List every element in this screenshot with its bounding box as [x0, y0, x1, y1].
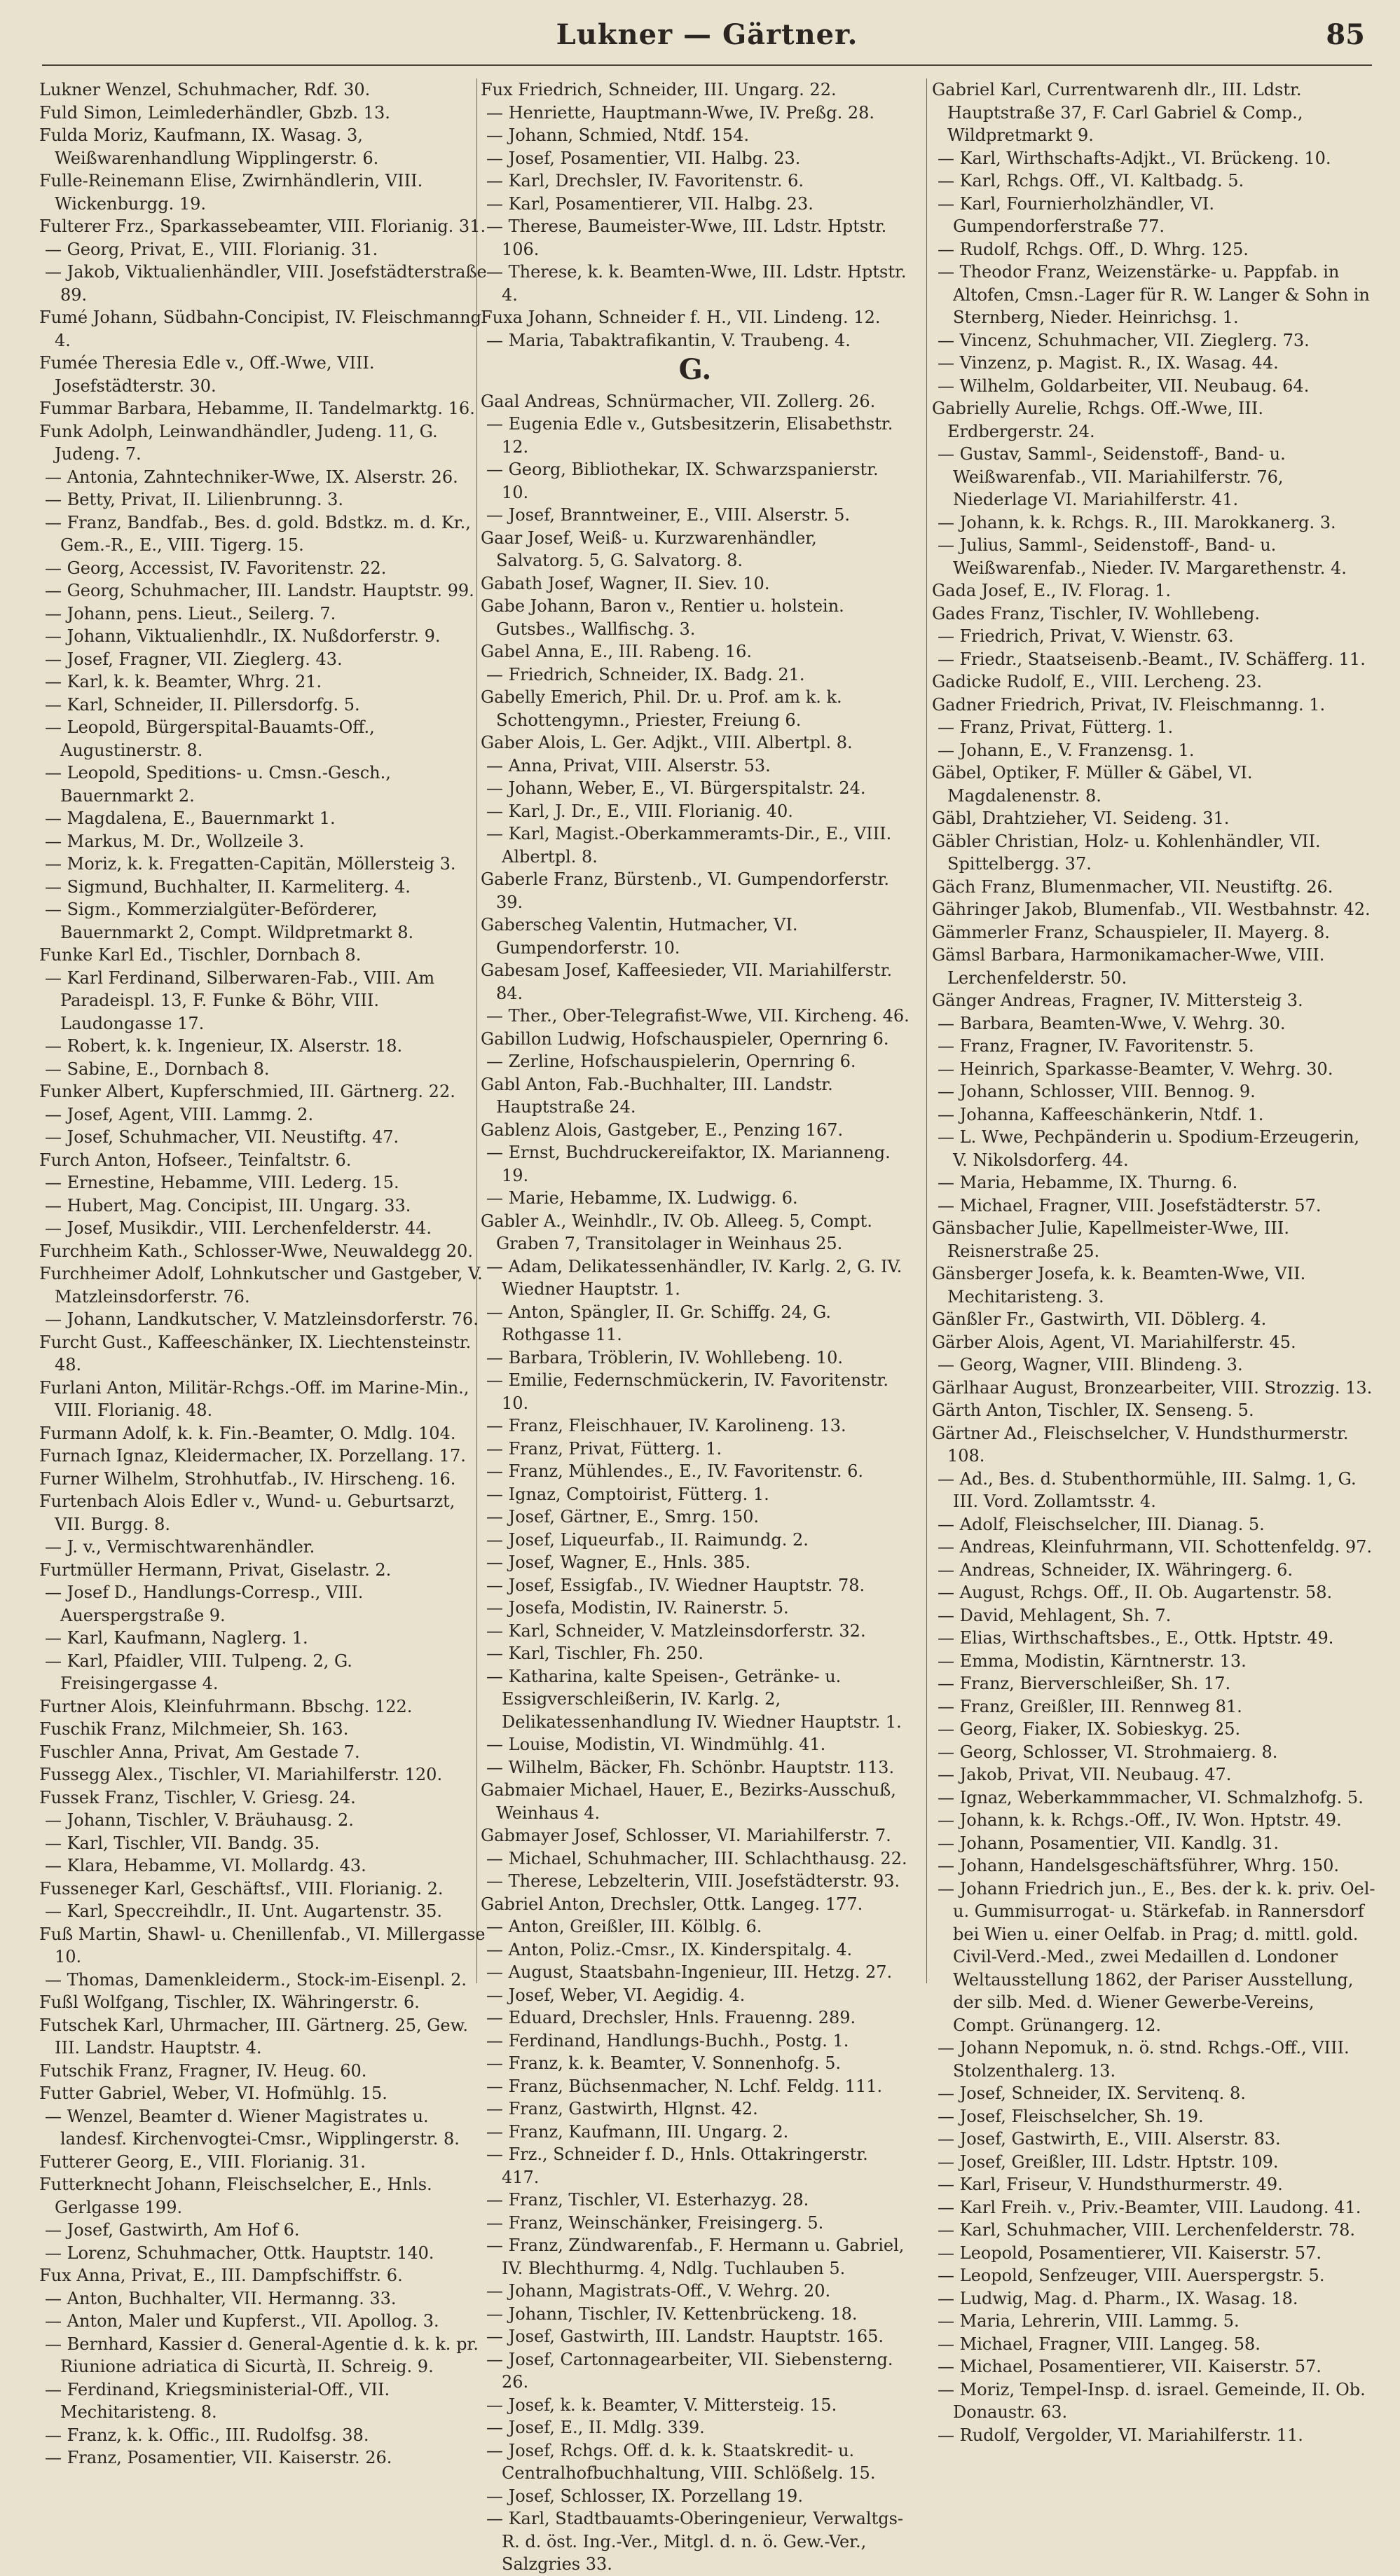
directory-entry: Futter Gabriel, Weber, VI. Hofmühlg. 15.	[39, 2083, 387, 2103]
directory-entry: Gabelly Emerich, Phil. Dr. u. Prof. am k. k. Schottengymn., Priester, Freiung 6.	[481, 687, 842, 730]
directory-entry: — Anton, Buchhalter, VII. Hermanng. 33.	[45, 2288, 397, 2308]
directory-entry: — Michael, Schuhmacher, III. Schlachthausg. 22.	[486, 1848, 907, 1868]
directory-entry: Gadner Friedrich, Privat, IV. Fleischmanng. 1.	[932, 694, 1326, 715]
directory-entry: — Josef, Rchgs. Off. d. k. k. Staatskredit- u. Centralhofbuchhaltung, VIII. Schlößelg. 15.	[486, 2440, 876, 2483]
directory-entry: — Klara, Hebamme, VI. Mollardg. 43.	[45, 1856, 366, 1875]
directory-entry: Fumé Johann, Südbahn-Concipist, IV. Fleischmanng. 4.	[39, 308, 487, 350]
directory-entry: — Karl, k. k. Beamter, Whrg. 21.	[45, 672, 322, 691]
directory-entry: Gabel Anna, E., III. Rabeng. 16.	[481, 642, 753, 661]
directory-entry: Fumée Theresia Edle v., Off.-Wwe, VIII. Josefstädterstr. 30.	[39, 353, 375, 396]
directory-entry: — Karl, Schneider, V. Matzleinsdorferstr. 32.	[486, 1620, 866, 1641]
directory-entry: — Franz, Greißler, III. Rennweg 81.	[938, 1696, 1242, 1716]
directory-entry: — Karl, Schneider, II. Pillersdorfg. 5.	[45, 694, 360, 715]
directory-entry: — Franz, Bierverschleißer, Sh. 17.	[938, 1674, 1231, 1693]
directory-entry: Fuschik Franz, Milchmeier, Sh. 163.	[39, 1719, 349, 1739]
directory-entry: — Sabine, E., Dornbach 8.	[45, 1059, 270, 1079]
directory-entry: — Josef, Gastwirth, E., VIII. Alserstr. 83.	[938, 2129, 1281, 2149]
directory-entry: — Michael, Fragner, VIII. Langeg. 58.	[938, 2334, 1261, 2354]
directory-entry: — Barbara, Beamten-Wwe, V. Wehrg. 30.	[938, 1013, 1286, 1033]
directory-entry: — Johann, Viktualienhdlr., IX. Nußdorferstr. 9.	[45, 626, 441, 646]
page-header	[42, 14, 1372, 56]
directory-entry: Gaber Alois, L. Ger. Adjkt., VIII. Albertpl. 8.	[481, 733, 853, 752]
directory-entry: Gäbler Christian, Holz- u. Kohlenhändler, VII. Spittelbergg. 37.	[932, 831, 1321, 874]
directory-entry: — Georg, Accessist, IV. Favoritenstr. 22.	[45, 558, 387, 578]
directory-entry: Gänger Andreas, Fragner, IV. Mittersteig 3.	[932, 991, 1303, 1010]
directory-entry: — Karl, Kaufmann, Naglerg. 1.	[45, 1628, 308, 1648]
directory-entry: — Josef, Agent, VIII. Lammg. 2.	[45, 1104, 314, 1124]
directory-entry: — Franz, Zündwarenfab., F. Hermann u. Gabriel, IV. Blechthurmg. 4, Ndlg. Tuchlauben 5.	[486, 2236, 905, 2278]
directory-entry: — Karl, Pfaidler, VIII. Tulpeng. 2, G. Freisingergasse 4.	[45, 1651, 352, 1693]
directory-entry: — Karl, Fournierholzhändler, VI. Gumpendorferstraße 77.	[938, 193, 1215, 236]
directory-entry: — Ferdinand, Kriegsministerial-Off., VII. Mechitaristeng. 8.	[45, 2379, 390, 2422]
directory-entry: — Jakob, Privat, VII. Neubaug. 47.	[938, 1765, 1232, 1784]
directory-entry: — Adolf, Fleischselcher, III. Dianag. 5.	[938, 1514, 1265, 1534]
directory-entry: — Josef D., Handlungs-Corresp., VIII. Auerspergstraße 9.	[45, 1583, 364, 1625]
directory-entry: — Ignaz, Weberkammmacher, VI. Schmalzhofg. 5.	[938, 1787, 1364, 1807]
directory-entry: — Anna, Privat, VIII. Alserstr. 53.	[486, 755, 771, 776]
directory-entry: — Johann, E., V. Franzensg. 1.	[938, 740, 1195, 760]
directory-entry: — Jakob, Viktualienhändler, VIII. Josefstädterstraße 89.	[45, 262, 487, 305]
directory-entry: — Karl, Tischler, VII. Bandg. 35.	[45, 1833, 320, 1853]
directory-entry: — L. Wwe, Pechpänderin u. Spodium-Erzeugerin, V. Nikolsdorferg. 44.	[938, 1127, 1360, 1170]
directory-entry: — Eduard, Drechsler, Hnls. Frauenng. 289.	[486, 2008, 856, 2027]
directory-entry: — August, Staatsbahn-Ingenieur, III. Hetzg. 27.	[486, 1962, 893, 1982]
directory-entry: — Johann, Tischler, IV. Kettenbrückeng. 18.	[486, 2303, 858, 2324]
directory-entry: Gaberle Franz, Bürstenb., VI. Gumpendorferstr. 39.	[481, 869, 890, 912]
directory-entry: — Therese, k. k. Beamten-Wwe, III. Ldstr. Hptstr. 4.	[486, 262, 907, 305]
directory-entry: — Wenzel, Beamter d. Wiener Magistrates u. landesf. Kirchenvogtei-Cmsr., Wipplingerstr. 8.	[45, 2106, 460, 2149]
directory-entry: Gabriel Karl, Currentwarenh dlr., III. Ldstr. Hauptstraße 37, F. Carl Gabriel & Comp., Wildpretmarkt 9.	[932, 80, 1303, 145]
column-2	[481, 78, 910, 2574]
directory-entry: — Hubert, Mag. Concipist, III. Ungarg. 33.	[45, 1195, 411, 1215]
directory-entry: — Georg, Schlosser, VI. Strohmaierg. 8.	[938, 1742, 1278, 1762]
directory-entry: Gaar Josef, Weiß- u. Kurzwarenhändler, Salvatorg. 5, G. Salvatorg. 8.	[481, 528, 817, 570]
directory-entry: Gämsl Barbara, Harmonikamacher-Wwe, VIII. Lerchenfelderstr. 50.	[932, 945, 1325, 988]
directory-entry: — Barbara, Tröblerin, IV. Wohllebeng. 10.	[486, 1347, 843, 1368]
directory-entry: — J. v., Vermischtwarenhändler.	[45, 1537, 315, 1557]
directory-entry: — Michael, Fragner, VIII. Josefstädterstr. 57.	[938, 1195, 1322, 1215]
directory-entry: — Katharina, kalte Speisen-, Getränke- u. Essigverschleißerin, IV. Karlg. 2, Delikatessenhandlung IV. Wiedner Hauptstr. 1.	[486, 1666, 902, 1732]
directory-entry: — Josef, Gastwirth, III. Landstr. Hauptstr. 165.	[486, 2327, 884, 2346]
directory-entry: Gadicke Rudolf, E., VIII. Lercheng. 23.	[932, 672, 1263, 691]
directory-entry: — Georg, Schuhmacher, III. Landstr. Hauptstr. 99.	[45, 581, 474, 600]
directory-entry: Gänsbacher Julie, Kapellmeister-Wwe, III. Reisnerstraße 25.	[932, 1218, 1289, 1261]
directory-entry: Fußl Wolfgang, Tischler, IX. Währingerstr. 6.	[39, 1992, 420, 2012]
column-3	[932, 78, 1379, 2445]
directory-entry: Furch Anton, Hofseer., Teinfaltstr. 6.	[39, 1150, 352, 1170]
directory-entry: Gärber Alois, Agent, VI. Mariahilferstr. 45.	[932, 1332, 1296, 1352]
directory-entry: — Markus, M. Dr., Wollzeile 3.	[45, 831, 305, 851]
directory-entry: Fummar Barbara, Hebamme, II. Tandelmarktg. 16.	[39, 399, 475, 418]
directory-entry: Fussek Franz, Tischler, V. Griesg. 24.	[39, 1787, 356, 1807]
directory-entry: Gäbl, Drahtzieher, VI. Seideng. 31.	[932, 808, 1230, 828]
directory-entry: — Friedr., Staatseisenb.-Beamt., IV. Schäfferg. 11.	[938, 649, 1366, 669]
directory-entry: — Karl, Magist.-Oberkammeramts-Dir., E., VIII. Albertpl. 8.	[486, 824, 892, 867]
directory-entry: — Heinrich, Sparkasse-Beamter, V. Wehrg. 30.	[938, 1059, 1333, 1079]
directory-entry: Furchheimer Adolf, Lohnkutscher und Gastgeber, V. Matzleinsdorferstr. 76.	[39, 1264, 483, 1307]
directory-entry: — Franz, Bandfab., Bes. d. gold. Bdstkz. m. d. Kr., Gem.-R., E., VIII. Tigerg. 15.	[45, 512, 471, 555]
directory-entry: — Andreas, Schneider, IX. Währingerg. 6.	[938, 1559, 1293, 1580]
directory-entry: Gades Franz, Tischler, IV. Wohllebeng.	[932, 603, 1261, 624]
directory-entry: — Zerline, Hofschauspielerin, Opernring 6.	[486, 1052, 856, 1071]
directory-entry: — Ernestine, Hebamme, VIII. Lederg. 15.	[45, 1173, 399, 1192]
directory-entry: — Johann, Magistrats-Off., V. Wehrg. 20.	[486, 2281, 831, 2301]
directory-entry: — Ignaz, Comptoirist, Fütterg. 1.	[486, 1484, 769, 1504]
directory-entry: Gärth Anton, Tischler, IX. Senseng. 5.	[932, 1400, 1254, 1420]
directory-entry: — Moriz, Tempel-Insp. d. israel. Gemeinde, II. Ob. Donaustr. 63.	[938, 2379, 1366, 2422]
directory-entry: — Ferdinand, Handlungs-Buchh., Postg. 1.	[486, 2030, 849, 2051]
directory-entry: — Josef, Branntweiner, E., VIII. Alserstr. 5.	[486, 505, 851, 525]
directory-entry: — Anton, Spängler, II. Gr. Schiffg. 24, G. Rothgasse 11.	[486, 1302, 832, 1344]
directory-entry: — Josef, Wagner, E., Hnls. 385.	[486, 1552, 750, 1572]
directory-entry: — Karl Freih. v., Priv.-Beamter, VIII. Laudong. 41.	[938, 2197, 1361, 2217]
directory-entry: — Moriz, k. k. Fregatten-Capitän, Möllersteig 3.	[45, 854, 456, 874]
directory-entry: — Josef, Weber, VI. Aegidig. 4.	[486, 1985, 746, 2005]
directory-entry: — Franz, k. k. Beamter, V. Sonnenhofg. 5.	[486, 2053, 842, 2073]
directory-entry: Furner Wilhelm, Strohhutfab., IV. Hirscheng. 16.	[39, 1468, 456, 1489]
directory-entry: — Magdalena, E., Bauernmarkt 1.	[45, 808, 336, 828]
directory-entry: Fussegg Alex., Tischler, VI. Mariahilferstr. 120.	[39, 1765, 443, 1784]
directory-entry: — Franz, Mühlendes., E., IV. Favoritenstr. 6.	[486, 1461, 864, 1481]
directory-entry: — Josef, Gastwirth, Am Hof 6.	[45, 2220, 300, 2240]
directory-entry: — Elias, Wirthschaftsbes., E., Ottk. Hptstr. 49.	[938, 1628, 1334, 1648]
directory-entry: — Georg, Privat, E., VIII. Florianig. 31.	[45, 239, 378, 259]
directory-entry: — Friedrich, Privat, V. Wienstr. 63.	[938, 626, 1234, 646]
directory-entry: — Leopold, Senfzeuger, VIII. Auerspergstr. 5.	[938, 2266, 1325, 2285]
directory-entry: — Karl, Posamentierer, VII. Halbg. 23.	[486, 193, 814, 214]
directory-entry: — Johann Nepomuk, n. ö. stnd. Rchgs.-Off., VIII. Stolzenthalerg. 13.	[938, 2038, 1350, 2081]
directory-entry: Funk Adolph, Leinwandhändler, Judeng. 11, G. Judeng. 7.	[39, 421, 438, 464]
directory-entry: — Leopold, Speditions- u. Cmsn.-Gesch., Bauernmarkt 2.	[45, 763, 391, 806]
directory-entry: — Adam, Delikatessenhändler, IV. Karlg. 2, G. IV. Wiedner Hauptstr. 1.	[486, 1256, 903, 1299]
directory-entry: Furmann Adolf, k. k. Fin.-Beamter, O. Mdlg. 104.	[39, 1423, 456, 1443]
directory-entry: — Franz, Gastwirth, Hlgnst. 42.	[486, 2099, 758, 2119]
directory-entry: — Friedrich, Schneider, IX. Badg. 21.	[486, 664, 805, 684]
directory-entry: — Franz, Privat, Fütterg. 1.	[938, 717, 1174, 737]
directory-entry: — Karl, Speccreihdlr., II. Unt. Augartenstr. 35.	[45, 1901, 442, 1921]
directory-entry: — Josef, k. k. Beamter, V. Mittersteig. 15.	[486, 2395, 837, 2415]
directory-entry: — Johann Friedrich jun., E., Bes. der k. k. priv. Oel- u. Gummisurrogat- u. Stärkefab. in Rannersdorf bei Wien u. einer Oelfab. in Prag; d. mittl. gold. Civil-Verd.-Med., zwei Medaillen d. Londoner Weltausstellung 1862, der Pariser Ausstellung, der silb. Med. d. Wiener Gewerbe-Vereins, Compt. Grünangerg. 12.	[938, 1878, 1375, 2035]
directory-entry: — Emilie, Federnschmückerin, IV. Favoritenstr. 10.	[486, 1370, 889, 1413]
directory-entry: Fux Friedrich, Schneider, III. Ungarg. 22.	[481, 80, 837, 99]
directory-entry: — Karl, Rchgs. Off., VI. Kaltbadg. 5.	[938, 171, 1244, 191]
directory-entry: — Therese, Lebzelterin, VIII. Josefstädterstr. 93.	[486, 1871, 900, 1891]
directory-entry: Funke Karl Ed., Tischler, Dornbach 8.	[39, 945, 362, 965]
directory-entry: Gabrielly Aurelie, Rchgs. Off.-Wwe, III. Erdbergerstr. 24.	[932, 399, 1263, 441]
directory-entry: Fulda Moriz, Kaufmann, IX. Wasag. 3, Weißwarenhandlung Wipplingerstr. 6.	[39, 125, 379, 168]
directory-entry: Gaberscheg Valentin, Hutmacher, VI. Gumpendorferstr. 10.	[481, 915, 798, 958]
directory-entry: — Anton, Greißler, III. Kölblg. 6.	[486, 1917, 762, 1936]
directory-entry: — Franz, Fragner, IV. Favoritenstr. 5.	[938, 1036, 1254, 1056]
directory-entry: Fux Anna, Privat, E., III. Dampfschiffstr. 6.	[39, 2266, 403, 2285]
directory-entry: Gärlhaar August, Bronzearbeiter, VIII. Strozzig. 13.	[932, 1377, 1373, 1398]
directory-entry: — Franz, Büchsenmacher, N. Lchf. Feldg. 111.	[486, 2076, 883, 2096]
directory-entry: Gähringer Jakob, Blumenfab., VII. Westbahnstr. 42.	[932, 900, 1371, 919]
directory-entry: — Johann, Handelsgeschäftsführer, Whrg. 150.	[938, 1856, 1340, 1875]
directory-entry: — Georg, Fiaker, IX. Sobieskyg. 25.	[938, 1719, 1241, 1739]
section-letter-g: G.	[678, 353, 712, 386]
directory-entry: — Leopold, Posamentierer, VII. Kaiserstr. 57.	[938, 2243, 1322, 2263]
directory-entry: Gabl Anton, Fab.-Buchhalter, III. Landstr. Hauptstraße 24.	[481, 1074, 833, 1117]
directory-entry: — Johann, k. k. Rchgs. R., III. Marokkanerg. 3.	[938, 512, 1336, 532]
directory-entry: — Karl, Stadtbauamts-Oberingenieur, Verwaltgs-R. d. öst. Ing.-Ver., Mitgl. d. n. ö. Gew.-Ver., Salzgries 33.	[486, 2509, 904, 2574]
directory-entry: — Robert, k. k. Ingenieur, IX. Alserstr. 18.	[45, 1036, 403, 1056]
directory-entry: Funker Albert, Kupferschmied, III. Gärtnerg. 22.	[39, 1082, 455, 1101]
directory-entry: Gabesam Josef, Kaffeesieder, VII. Mariahilferstr. 84.	[481, 960, 893, 1003]
directory-entry: — Sigm., Kommerzialgüter-Beförderer, Bauernmarkt 2, Compt. Wildpretmarkt 8.	[45, 900, 414, 942]
directory-entry: — Frz., Schneider f. D., Hnls. Ottakringerstr. 417.	[486, 2144, 868, 2187]
directory-entry: — Wilhelm, Bäcker, Fh. Schönbr. Hauptstr. 113.	[486, 1757, 895, 1777]
directory-entry: — Theodor Franz, Weizenstärke- u. Pappfab. in Altofen, Cmsn.-Lager für R. W. Langer & Sohn in Sternberg, Nieder. Heinrichsg. 1.	[938, 262, 1370, 327]
directory-entry: — Anton, Maler und Kupferst., VII. Apollog. 3.	[45, 2311, 439, 2331]
column-1	[39, 78, 488, 2467]
directory-entry: Gaal Andreas, Schnürmacher, VII. Zollerg. 26.	[481, 391, 876, 411]
directory-entry: — Anton, Poliz.-Cmsr., IX. Kinderspitalg. 4.	[486, 1939, 853, 1959]
directory-entry: Fulterer Frz., Sparkassebeamter, VIII. Florianig. 31.	[39, 216, 486, 236]
directory-entry: — Eugenia Edle v., Gutsbesitzerin, Elisabethstr. 12.	[486, 414, 893, 457]
directory-entry: Gabmayer Josef, Schlosser, VI. Mariahilferstr. 7.	[481, 1826, 891, 1845]
directory-entry: — Josef, Schlosser, IX. Porzellang 19.	[486, 2486, 803, 2506]
directory-entry: — Franz, Fleischhauer, IV. Karolineng. 13.	[486, 1416, 846, 1435]
directory-entry: Furtmüller Hermann, Privat, Giselastr. 2.	[39, 1559, 392, 1580]
directory-entry: Gänßler Fr., Gastwirth, VII. Döblerg. 4.	[932, 1309, 1267, 1329]
directory-entry: Futterknecht Johann, Fleischselcher, E., Hnls. Gerlgasse 199.	[39, 2175, 432, 2217]
directory-entry: — Josef, Schneider, IX. Servitenq. 8.	[938, 2083, 1246, 2103]
directory-entry: — Johann, Landkutscher, V. Matzleinsdorferstr. 76.	[45, 1309, 479, 1329]
directory-entry: Gabmaier Michael, Hauer, E., Bezirks-Ausschuß, Weinhaus 4.	[481, 1780, 896, 1823]
directory-entry: — Ernst, Buchdruckereifaktor, IX. Marianneng. 19.	[486, 1143, 891, 1185]
directory-entry: — Josef, Posamentier, VII. Halbg. 23.	[486, 148, 801, 168]
directory-entry: — Julius, Samml-, Seidenstoff-, Band- u. Weißwarenfab., Nieder. IV. Margarethenstr. 4.	[938, 535, 1347, 578]
directory-entry: — Josef, Musikdir., VIII. Lerchenfelderstr. 44.	[45, 1218, 432, 1238]
directory-entry: Gäbel, Optiker, F. Müller & Gäbel, VI. Magdalenenstr. 8.	[932, 763, 1253, 806]
directory-entry: — Michael, Posamentierer, VII. Kaiserstr. 57.	[938, 2357, 1322, 2376]
directory-entry: — Bernhard, Kassier d. General-Agentie d. k. k. pr. Riunione adriatica di Sicurtà, II. Schreig. 9.	[45, 2334, 479, 2376]
page-title: Lukner — Gärtner.	[556, 18, 858, 51]
directory-entry: — Josef, Cartonnagearbeiter, VII. Siebensterng. 26.	[486, 2349, 893, 2392]
directory-entry: Fuxa Johann, Schneider f. H., VII. Lindeng. 12.	[481, 308, 881, 327]
directory-entry: Gabath Josef, Wagner, II. Siev. 10.	[481, 573, 770, 593]
directory-entry: Gämmerler Franz, Schauspieler, II. Mayerg. 8.	[932, 922, 1330, 942]
directory-entry: — Louise, Modistin, VI. Windmühlg. 41.	[486, 1735, 826, 1754]
directory-entry: — Josefa, Modistin, IV. Rainerstr. 5.	[486, 1598, 789, 1618]
directory-entry: Furtner Alois, Kleinfuhrmann. Bbschg. 122.	[39, 1696, 413, 1716]
directory-entry: — Franz, Tischler, VI. Esterhazyg. 28.	[486, 2190, 809, 2210]
directory-entry: — Ad., Bes. d. Stubenthormühle, III. Salmg. 1, G. III. Vord. Zollamtsstr. 4.	[938, 1468, 1357, 1511]
column-divider-2	[926, 78, 927, 1983]
directory-entry: Fusseneger Karl, Geschäftsf., VIII. Florianig. 2.	[39, 1878, 444, 1899]
directory-entry: Furchheim Kath., Schlosser-Wwe, Neuwaldegg 20.	[39, 1241, 473, 1261]
directory-entry: Furlani Anton, Militär-Rchgs.-Off. im Marine-Min., VIII. Florianig. 48.	[39, 1377, 469, 1420]
directory-entry: Gada Josef, E., IV. Florag. 1.	[932, 581, 1172, 600]
directory-entry: — Karl, Schuhmacher, VIII. Lerchenfelderstr. 78.	[938, 2220, 1356, 2240]
directory-entry: — Johann, pens. Lieut., Seilerg. 7.	[45, 603, 336, 624]
page-number: 85	[1326, 18, 1365, 51]
directory-entry: — Ther., Ober-Telegrafist-Wwe, VII. Kircheng. 46.	[486, 1006, 910, 1026]
directory-entry: — Johann, Schlosser, VIII. Bennog. 9.	[938, 1082, 1256, 1101]
directory-entry: — Johann, Weber, E., VI. Bürgerspitalstr. 24.	[486, 778, 866, 798]
directory-entry: — Betty, Privat, II. Lilienbrunng. 3.	[45, 490, 344, 509]
directory-entry: — Johann, k. k. Rchgs.-Off., IV. Won. Hptstr. 49.	[938, 1810, 1342, 1830]
directory-entry: — Johann, Schmied, Ntdf. 154.	[486, 125, 749, 145]
directory-entry: Lukner Wenzel, Schuhmacher, Rdf. 30.	[39, 80, 371, 99]
directory-entry: — Karl, Wirthschafts-Adjkt., VI. Brückeng. 10.	[938, 148, 1331, 168]
directory-entry: — Franz, Kaufmann, III. Ungarg. 2.	[486, 2121, 789, 2142]
directory-entry: — Johann, Tischler, V. Bräuhausg. 2.	[45, 1810, 354, 1830]
directory-entry: Fuld Simon, Leimlederhändler, Gbzb. 13.	[39, 102, 390, 123]
directory-entry: — Georg, Bibliothekar, IX. Schwarzspanierstr. 10.	[486, 460, 879, 502]
directory-entry: Furnach Ignaz, Kleidermacher, IX. Porzellang. 17.	[39, 1446, 466, 1466]
directory-entry: — Maria, Tabaktrafikantin, V. Traubeng. 4.	[486, 330, 851, 350]
directory-entry: — Maria, Hebamme, IX. Thurng. 6.	[938, 1173, 1238, 1192]
directory-entry: — Johanna, Kaffeeschänkerin, Ntdf. 1.	[938, 1104, 1264, 1124]
directory-entry: — Rudolf, Vergolder, VI. Mariahilferstr. 11.	[938, 2425, 1303, 2445]
directory-entry: Gablenz Alois, Gastgeber, E., Penzing 167.	[481, 1120, 844, 1140]
directory-entry: — Johann, Posamentier, VII. Kandlg. 31.	[938, 1833, 1279, 1853]
directory-entry: — Ludwig, Mag. d. Pharm., IX. Wasag. 18.	[938, 2288, 1298, 2308]
directory-entry: — Josef, Fleischselcher, Sh. 19.	[938, 2106, 1204, 2126]
directory-entry: — Marie, Hebamme, IX. Ludwigg. 6.	[486, 1188, 798, 1208]
directory-entry: — Antonia, Zahntechniker-Wwe, IX. Alserstr. 26.	[45, 467, 458, 487]
directory-entry: — Josef, Greißler, III. Ldstr. Hptstr. 109.	[938, 2151, 1279, 2172]
directory-entry: — Leopold, Bürgerspital-Bauamts-Off., Augustinerstr. 8.	[45, 717, 375, 760]
directory-entry: — Lorenz, Schuhmacher, Ottk. Hauptstr. 140.	[45, 2243, 434, 2263]
directory-entry: Futschek Karl, Uhrmacher, III. Gärtnerg. 25, Gew. III. Landstr. Hauptstr. 4.	[39, 2015, 468, 2058]
directory-entry: — Therese, Baumeister-Wwe, III. Ldstr. Hptstr. 106.	[486, 216, 887, 259]
directory-entry: Gabillon Ludwig, Hofschauspieler, Opernring 6.	[481, 1028, 889, 1049]
directory-entry: Furcht Gust., Kaffeeschänker, IX. Liechtensteinstr. 48.	[39, 1332, 472, 1375]
directory-entry: — Sigmund, Buchhalter, II. Karmeliterg. 4.	[45, 876, 411, 897]
directory-entry: — Josef, E., II. Mdlg. 339.	[486, 2418, 705, 2437]
directory-entry: — Wilhelm, Goldarbeiter, VII. Neubaug. 64.	[938, 376, 1310, 396]
directory-entry: — Josef, Liqueurfab., II. Raimundg. 2.	[486, 1529, 809, 1550]
directory-entry: — Karl, J. Dr., E., VIII. Florianig. 40.	[486, 801, 793, 821]
directory-entry: — Henriette, Hauptmann-Wwe, IV. Preßg. 28.	[486, 102, 874, 123]
directory-entry: — David, Mehlagent, Sh. 7.	[938, 1605, 1172, 1625]
directory-entry: — Vincenz, Schuhmacher, VII. Zieglerg. 73.	[938, 330, 1310, 350]
directory-entry: — Karl, Tischler, Fh. 250.	[486, 1644, 704, 1663]
directory-entry: — Josef, Schuhmacher, VII. Neustiftg. 47.	[45, 1127, 399, 1147]
directory-entry: Fuschler Anna, Privat, Am Gestade 7.	[39, 1742, 360, 1762]
directory-entry: — Josef, Gärtner, E., Smrg. 150.	[486, 1507, 759, 1527]
directory-entry: — Maria, Lehrerin, VIII. Lammg. 5.	[938, 2311, 1240, 2331]
directory-entry: — Emma, Modistin, Kärntnerstr. 13.	[938, 1651, 1247, 1671]
directory-entry: Gärtner Ad., Fleischselcher, V. Hundsthurmerstr. 108.	[932, 1423, 1349, 1466]
directory-entry: — Rudolf, Rchgs. Off., D. Whrg. 125.	[938, 239, 1249, 259]
directory-entry: Fulle-Reinemann Elise, Zwirnhändlerin, VIII. Wickenburgg. 19.	[39, 171, 423, 214]
directory-entry: — Gustav, Samml-, Seidenstoff-, Band- u. Weißwarenfab., VII. Mariahilferstr. 76, Niederlage VI. Mariahilferstr. 41.	[938, 444, 1286, 509]
directory-entry: — Andreas, Kleinfuhrmann, VII. Schottenfeldg. 97.	[938, 1537, 1372, 1557]
directory-entry: — Franz, Posamentier, VII. Kaiserstr. 26.	[45, 2448, 392, 2467]
directory-entry: Fuß Martin, Shawl- u. Chenillenfab., VI. Millergasse 10.	[39, 1924, 486, 1967]
directory-entry: Gäch Franz, Blumenmacher, VII. Neustiftg. 26.	[932, 876, 1333, 897]
directory-entry: — Thomas, Damenkleiderm., Stock-im-Eisenpl. 2.	[45, 1969, 467, 1990]
directory-entry: Gabe Johann, Baron v., Rentier u. holstein. Gutsbes., Wallfischg. 3.	[481, 596, 844, 639]
directory-entry: — August, Rchgs. Off., II. Ob. Augartenstr. 58.	[938, 1583, 1333, 1602]
directory-entry: — Franz, Weinschänker, Freisingerg. 5.	[486, 2212, 824, 2233]
directory-entry: Futterer Georg, E., VIII. Florianig. 31.	[39, 2151, 366, 2172]
directory-entry: Futschik Franz, Fragner, IV. Heug. 60.	[39, 2060, 367, 2081]
directory-entry: — Karl, Drechsler, IV. Favoritenstr. 6.	[486, 171, 804, 191]
header-rule	[42, 64, 1372, 66]
directory-entry: — Franz, Privat, Fütterg. 1.	[486, 1438, 722, 1459]
directory-entry: — Franz, k. k. Offic., III. Rudolfsg. 38.	[45, 2425, 369, 2445]
directory-entry: Gänsberger Josefa, k. k. Beamten-Wwe, VII. Mechitaristeng. 3.	[932, 1264, 1306, 1307]
directory-entry: — Vinzenz, p. Magist. R., IX. Wasag. 44.	[938, 353, 1279, 373]
directory-entry: Furtenbach Alois Edler v., Wund- u. Geburtsarzt, VII. Burgg. 8.	[39, 1492, 455, 1534]
directory-entry: — Karl, Friseur, V. Hundsthurmerstr. 49.	[938, 2175, 1283, 2194]
directory-entry: — Georg, Wagner, VIII. Blindeng. 3.	[938, 1355, 1243, 1375]
directory-entry: Gabriel Anton, Drechsler, Ottk. Langeg. 177.	[481, 1894, 863, 1914]
directory-entry: — Karl Ferdinand, Silberwaren-Fab., VIII. Am Paradeispl. 13, F. Funke & Böhr, VIII. Laudongasse 17.	[45, 967, 435, 1033]
directory-entry: — Josef, Essigfab., IV. Wiedner Hauptstr. 78.	[486, 1575, 865, 1595]
directory-entry: — Josef, Fragner, VII. Zieglerg. 43.	[45, 649, 343, 669]
directory-entry: Gabler A., Weinhdlr., IV. Ob. Alleeg. 5, Compt. Graben 7, Transitolager in Weinhaus 25.	[481, 1211, 872, 1253]
